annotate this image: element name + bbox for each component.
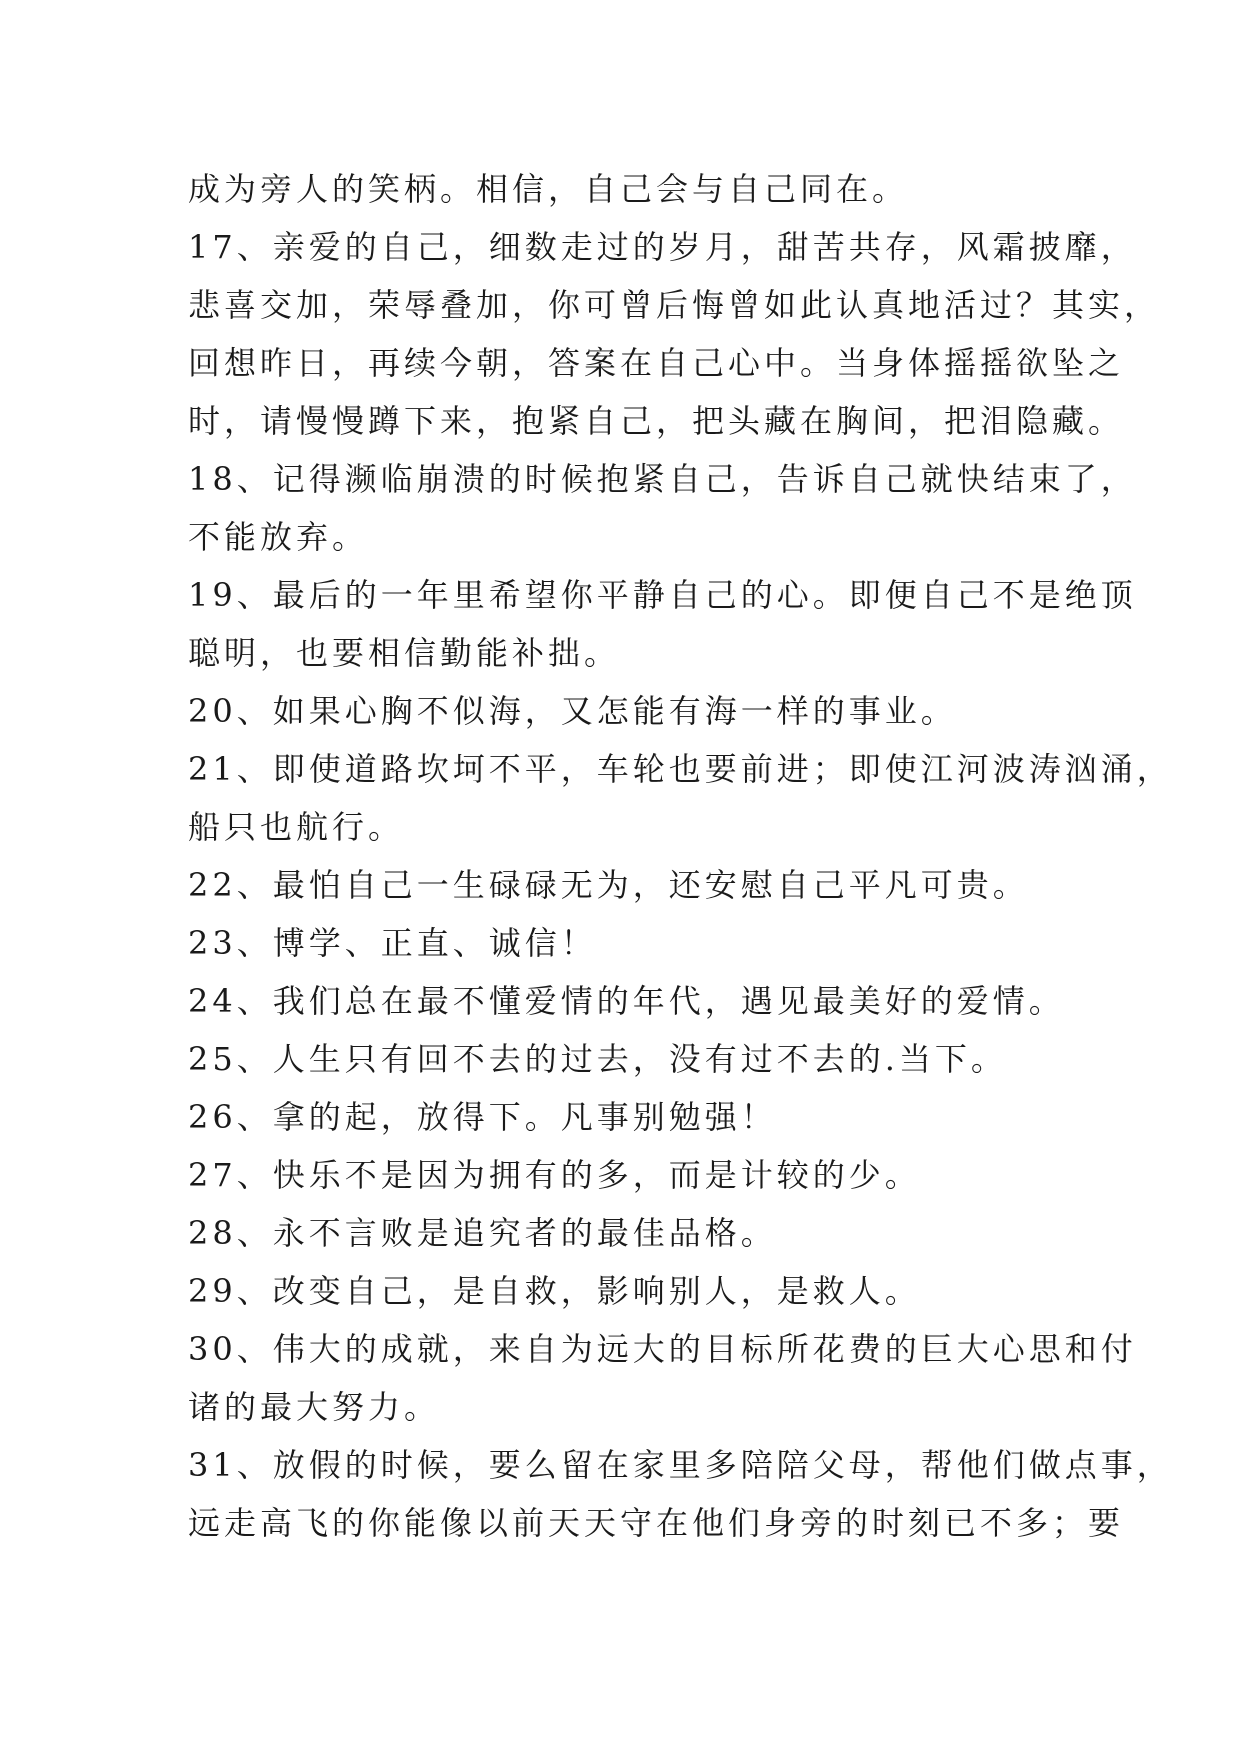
text-line: 28、永不言败是追究者的最佳品格。: [188, 1214, 777, 1252]
text-line: 17、亲爱的自己，细数走过的岁月，甜苦共存，风霜披靡，: [188, 228, 1137, 266]
text-line: 30、伟大的成就，来自为远大的目标所花费的巨大心思和付: [188, 1330, 1137, 1368]
text-line: 不能放弃。: [188, 518, 369, 556]
text-line: 时，请慢慢蹲下来，抱紧自己，把头藏在胸间，把泪隐藏。: [188, 402, 1125, 440]
text-line: 31、放假的时候，要么留在家里多陪陪父母，帮他们做点事，: [188, 1446, 1173, 1484]
text-line: 20、如果心胸不似海，又怎能有海一样的事业。: [188, 692, 957, 730]
text-line: 19、最后的一年里希望你平静自己的心。即便自己不是绝顶: [188, 576, 1137, 614]
document-body: [188, 160, 1173, 1552]
text-line: 18、记得濒临崩溃的时候抱紧自己，告诉自己就快结束了，: [188, 460, 1137, 498]
text-line: 悲喜交加，荣辱叠加，你可曾后悔曾如此认真地活过？其实，: [188, 286, 1161, 324]
text-line: 聪明，也要相信勤能补拙。: [188, 634, 621, 672]
text-line: 成为旁人的笑柄。相信，自己会与自己同在。: [188, 170, 909, 208]
text-line: 22、最怕自己一生碌碌无为，还安慰自己平凡可贵。: [188, 866, 1029, 904]
text-line: 21、即使道路坎坷不平，车轮也要前进；即使江河波涛汹涌，: [188, 750, 1173, 788]
text-line: 诸的最大努力。: [188, 1388, 441, 1426]
text-line: 25、人生只有回不去的过去，没有过不去的.当下。: [188, 1040, 1007, 1078]
text-line: 船只也航行。: [188, 808, 405, 846]
text-line: 回想昨日，再续今朝，答案在自己心中。当身体摇摇欲坠之: [188, 344, 1125, 382]
text-line: 23、博学、正直、诚信！: [188, 924, 597, 962]
text-line: 24、我们总在最不懂爱情的年代，遇见最美好的爱情。: [188, 982, 1065, 1020]
text-line: 29、改变自己，是自救，影响别人，是救人。: [188, 1272, 921, 1310]
text-line: 远走高飞的你能像以前天天守在他们身旁的时刻已不多；要: [188, 1504, 1125, 1542]
text-line: 27、快乐不是因为拥有的多，而是计较的少。: [188, 1156, 921, 1194]
text-line: 26、拿的起，放得下。凡事别勉强！: [188, 1098, 777, 1136]
